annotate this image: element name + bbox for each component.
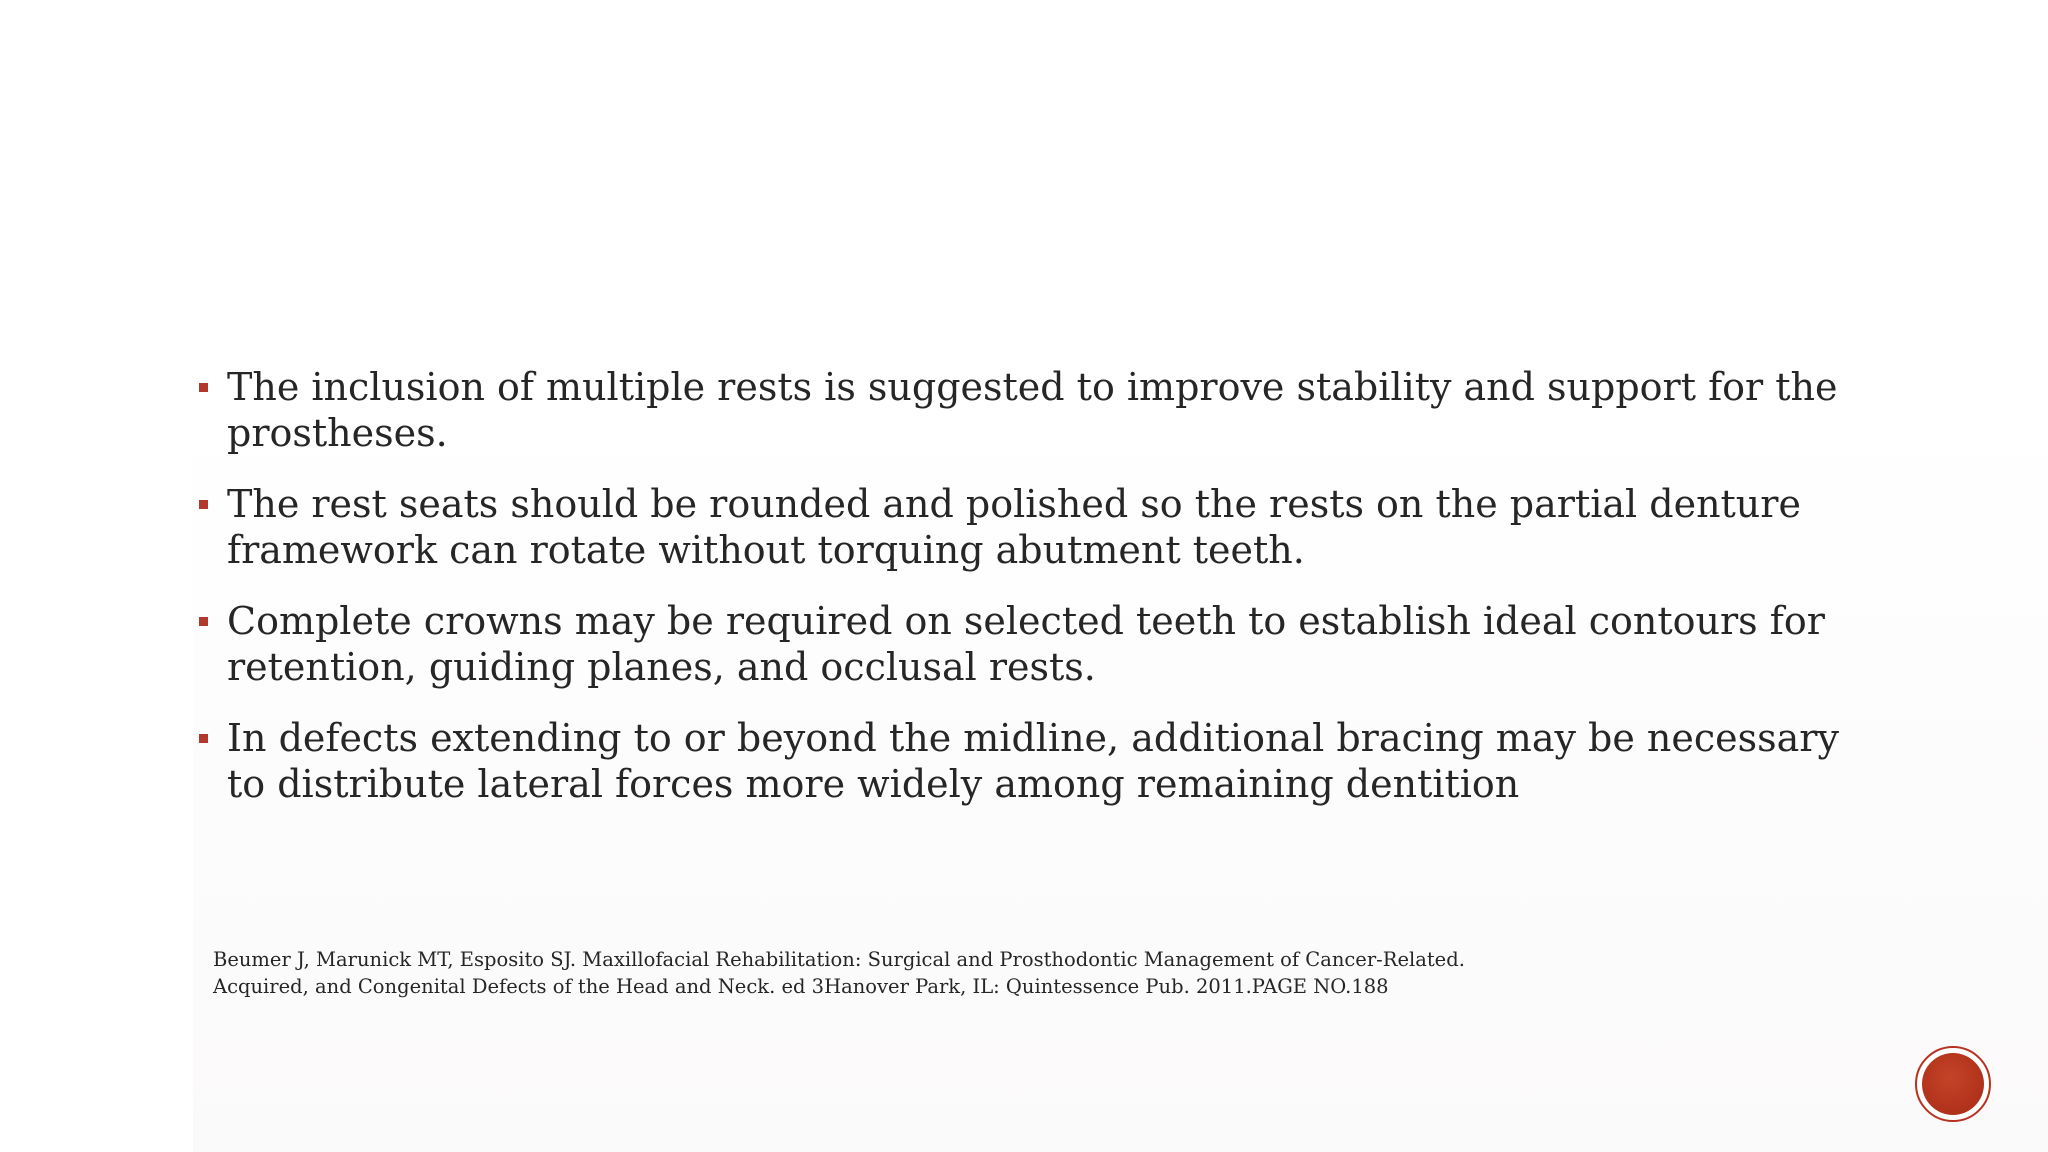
reference-citation: [213, 946, 1713, 1000]
square-bullet-icon: [199, 617, 208, 626]
square-bullet-icon: [199, 500, 208, 509]
reference-line-2: Acquired, and Congenital Defects of the Head and Neck. ed 3Hanover Park, IL: Quintessence Pub. 2011.PAGE NO.188: [213, 975, 1389, 998]
slide-corner-circle-icon: [1915, 1046, 1991, 1122]
bullet-item: [198, 364, 1878, 456]
reference-line-1: Beumer J, Marunick MT, Esposito SJ. Maxillofacial Rehabilitation: Surgical and Prosthodontic Management of Cancer-Related.: [213, 948, 1465, 971]
corner-circle-fill: [1922, 1053, 1984, 1115]
bullet-list: [198, 364, 1878, 832]
bullet-text: The inclusion of multiple rests is suggested to improve stability and support for the prostheses.: [227, 365, 1838, 455]
square-bullet-icon: [199, 383, 208, 392]
bullet-item: [198, 715, 1878, 807]
bullet-item: [198, 481, 1878, 573]
square-bullet-icon: [199, 734, 208, 743]
bullet-text: Complete crowns may be required on selected teeth to establish ideal contours for retention, guiding planes, and occlusal rests.: [227, 599, 1825, 689]
bullet-text: The rest seats should be rounded and polished so the rests on the partial denture framework can rotate without torquing abutment teeth.: [227, 482, 1801, 572]
bullet-text: In defects extending to or beyond the midline, additional bracing may be necessary to distribute lateral forces more widely among remaining dentition: [227, 716, 1839, 806]
bullet-item: [198, 598, 1878, 690]
